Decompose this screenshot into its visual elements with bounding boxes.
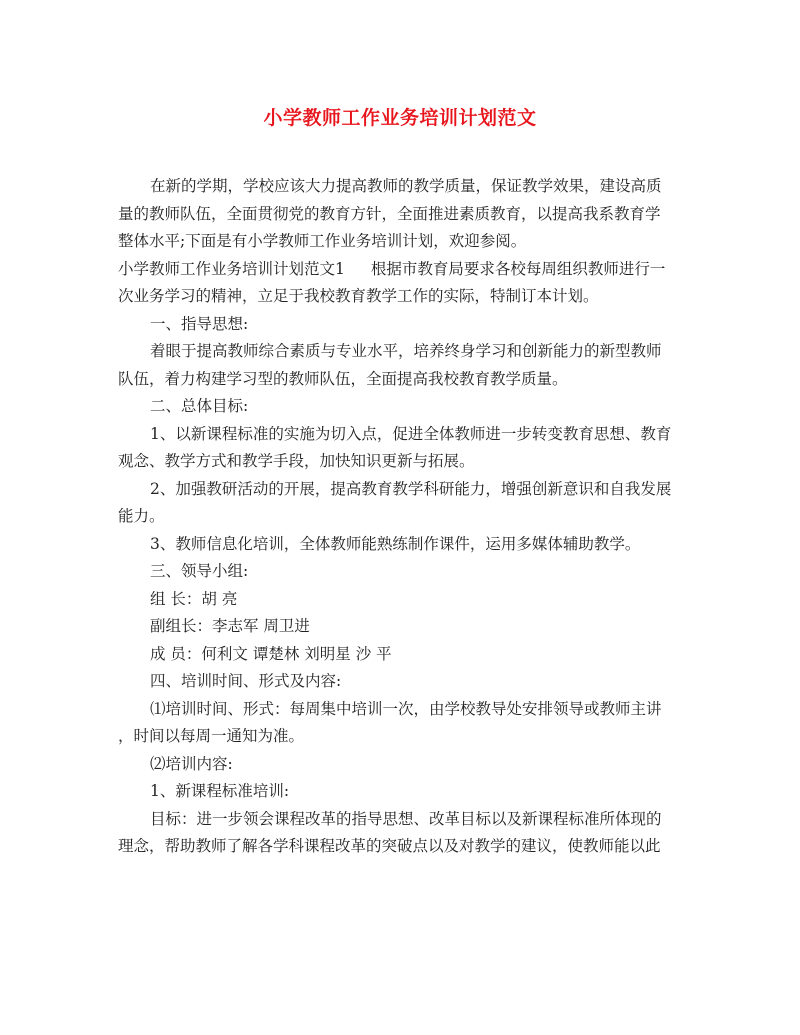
paragraph-line: 理念，帮助教师了解各学科课程改革的突破点以及对教学的建议，使教师能以此 [118,837,661,855]
paragraph-line [118,256,686,284]
paragraph-line: 着眼于提高教师综合素质与专业水平，培养终身学习和创新能力的新型教师 [150,342,662,360]
section-heading: 一、指导思想: [150,314,249,333]
paragraph-line: ⑴培训时间、形式：每周集中培训一次，由学校教导处安排领导或教师主讲 [150,699,662,718]
paragraph-line: 组 长：胡 亮 [150,589,238,608]
document-body [118,173,686,861]
section-heading: 三、领导小组: [150,562,249,580]
paragraph-line: 2、加强教研活动的开展，提高教育教学科研能力，增强创新意识和自我发展 [150,479,672,498]
paragraph-line: 在新的学期，学校应该大力提高教师的教学质量，保证教学效果，建设高质 [150,177,662,195]
paragraph-line: 整体水平;下面是有小学教师工作业务培训计划，欢迎参阅。 [118,232,527,250]
section-heading: 1、新课程标准培训: [150,782,290,800]
section-heading: ⑵培训内容: [150,754,233,773]
section-heading: 小学教师工作业务培训计划范文1 [118,259,345,278]
paragraph-line: 量的教师队伍，全面贯彻党的教育方针，全面推进素质教育，以提高我系教育学 [118,204,661,223]
paragraph-text: 根据市教育局要求各校每周组织教师进行一 [370,259,666,278]
paragraph-line: 观念、教学方式和教学手段，加快知识更新与拓展。 [118,452,475,470]
paragraph-line: 目标：进一步领会课程改革的指导思想、改革目标以及新课程标准所体现的 [150,809,662,828]
paragraph-line: ，时间以每周一通知为准。 [118,727,305,745]
paragraph-line: 1、以新课程标准的实施为切入点，促进全体教师进一步转变教育思想、教育 [150,424,672,443]
paragraph-line: 队伍，着力构建学习型的教师队伍，全面提高我校教育教学质量。 [118,369,568,388]
section-heading: 二、总体目标: [150,397,249,415]
section-heading: 四、培训时间、形式及内容: [150,672,342,690]
paragraph-line: 副组长：李志军 周卫进 [150,617,310,635]
document-title: 小学教师工作业务培训计划范文 [263,107,537,129]
paragraph-line: 3、教师信息化培训，全体教师能熟练制作课件，运用多媒体辅助教学。 [150,534,641,553]
paragraph-line: 成 员：何利文 谭楚林 刘明星 沙 平 [150,644,392,663]
paragraph-line: 能力。 [118,507,165,525]
paragraph-line: 次业务学习的精神，立足于我校教育教学工作的实际，特制订本计划。 [118,287,599,305]
